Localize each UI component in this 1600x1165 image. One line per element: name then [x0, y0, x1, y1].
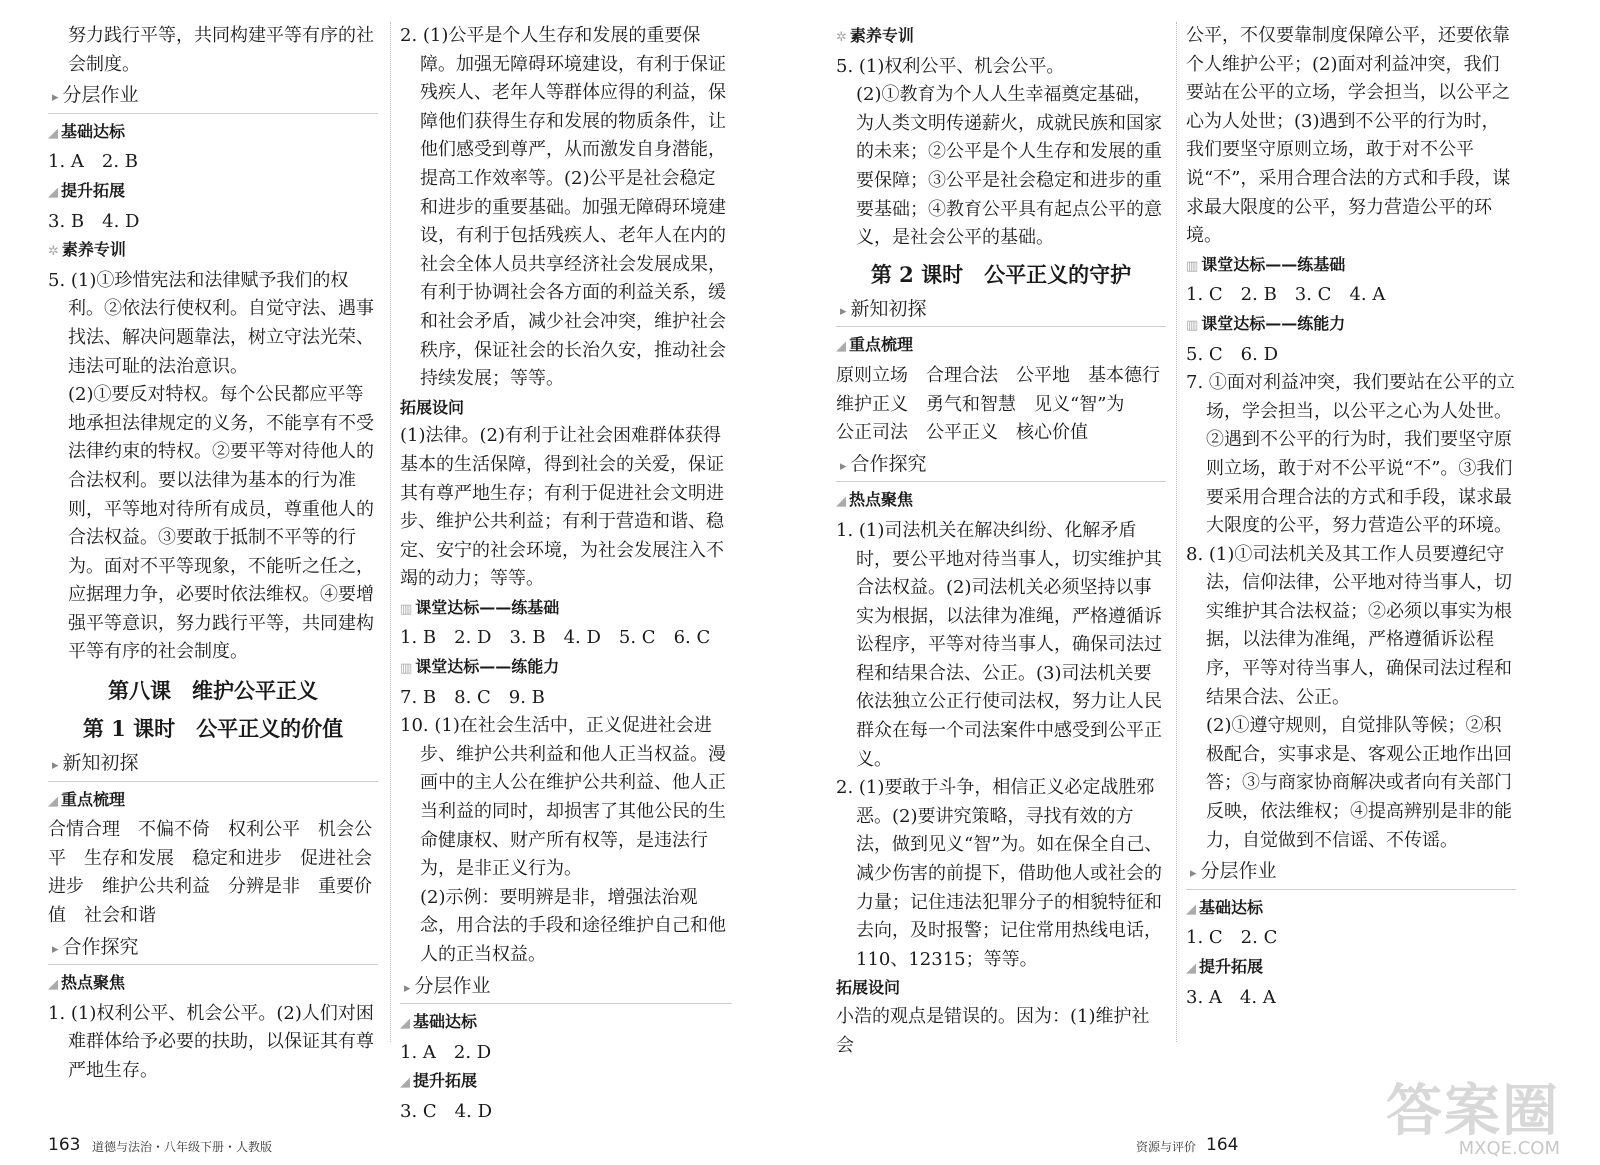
subsection-header: ◢ 提升拓展 — [400, 1071, 478, 1091]
bookmark-icon: ▸ — [404, 980, 411, 996]
bookmark-icon: ▸ — [52, 758, 59, 774]
answer-line: 5. (1)权利公平、机会公平。 — [836, 55, 1065, 77]
bullet-icon: ◢ — [836, 494, 846, 510]
text-line: 努力践行平等，共同构建平等有序的社 — [68, 25, 374, 46]
answer-paragraph: 合情合理 不偏不倚 权利公平 机会公平 生存和发展 稳定和进步 促进社会进步 维护公共利益 分辨是非 重要价值 社会和谐 — [48, 819, 372, 927]
answer-paragraph: 8. (1)①司法机关及其工作人员要遵纪守法，信仰法律，公平地对待当事人，切实维护其合法权益；②必须以事实为根据，以法律为准绳，严格遵循诉讼程序，平等对待当事人，确保司法过程和结果合法、公正。 — [1186, 543, 1512, 708]
section-header: ▸ 新知初探 — [48, 749, 378, 782]
answer-line: 7. B 8. C 9. B — [400, 686, 545, 708]
bullet-icon: ◢ — [1186, 901, 1196, 917]
text-line: 公正司法 公平正义 核心价值 — [836, 422, 1088, 444]
section-header: ▸ 新知初探 — [836, 295, 1166, 328]
answer-line: 3. B 4. D — [48, 210, 140, 232]
subsection-header: ▥ 课堂达标——练基础 — [1186, 254, 1346, 274]
answer-paragraph: 1. (1)权利公平、机会公平。(2)人们对困难群体给予必要的扶助，以保证其有尊严地生存。 — [48, 1002, 374, 1081]
answer-paragraph: (2)①教育为个人人生幸福奠定基础，为人类文明传递薪火，成就民族和国家的未来；②公平是个人生存和发展的重要保障；③公平是社会稳定和进步的重要基础；④教育公平具有起点公平的意义，是社会公平的基础。 — [856, 84, 1162, 249]
subsection-header: ◢ 提升拓展 — [1186, 957, 1264, 976]
answer-paragraph: 公平，不仅要靠制度保障公平，还要依靠个人维护公平；(2)面对利益冲突，我们要站在公平的立场，学会担当，以公平之心为人处世；(3)遇到不公平的行为时，我们要坚守原则立场，敢于对不公平说“不”，采用合理合法的方式和手段，谋求最大限度的公平，努力营造公平的环境。 — [1186, 25, 1511, 247]
class-title: 第 1 课时 公平正义的价值 — [82, 716, 344, 742]
answer-paragraph: (1)法律。(2)有利于让社会困难群体获得基本的生活保障，得到社会的关爱，保证其有尊严地生存；有利于促进社会文明进步、维护公共利益；有利于营造和谐、稳定、安宁的社会环境，为社会发展注入不竭的动力；等等。 — [400, 425, 724, 590]
book-icon: ▥ — [400, 661, 413, 677]
answer-line: 5. C 6. D — [1186, 343, 1278, 365]
bullet-icon: ◢ — [836, 339, 846, 355]
book-icon: ▥ — [400, 601, 413, 617]
answer-paragraph: 10. (1)在社会生活中，正义促进社会进步、维护公共利益和他人正当权益。漫画中的主人公在维护公共利益、他人正当利益的同时，却损害了其他公民的生命健康权、财产所有权等，是违法行为，是非正义行为。 — [400, 715, 726, 880]
subsection-header: 拓展设问 — [400, 397, 465, 417]
bullet-icon: ◢ — [48, 184, 58, 200]
answer-paragraph: (2)示例：要明辨是非，增强法治观念，用合法的手段和途径维护自己和他人的正当权益。 — [420, 886, 726, 965]
subsection-header: ✲ 素养专训 — [48, 240, 126, 260]
answer-paragraph: 2. (1)要敢于斗争，相信正义必定战胜邪恶。(2)要讲究策略，寻找有效的方法，做到见义“智”为。如在保全自己、减少伤害的前提下，借助他人或社会的力量；记住违法犯罪分子的相貌特征和去向，及时报警；记住常用热线电话，110、12315；等等。 — [836, 777, 1163, 970]
subsection-header: ◢ 热点聚焦 — [48, 973, 126, 993]
column-1 — [48, 22, 378, 1086]
subsection-header: ▥ 课堂达标——练能力 — [400, 657, 560, 677]
bookmark-icon: ▸ — [840, 303, 847, 319]
answer-line: 3. A 4. A — [1186, 986, 1276, 1008]
footer-right-text: 资源与评价 — [1136, 1140, 1197, 1154]
answer-paragraph: 5. (1)①珍惜宪法和法律赋予我们的权利。②依法行使权利。自觉守法、遇事找法、解决问题靠法，树立守法光荣、违法可耻的法治意识。 — [48, 269, 374, 377]
bullet-icon: ◢ — [400, 1075, 410, 1091]
subsection-header: ◢ 重点梳理 — [48, 789, 126, 809]
column-2 — [400, 22, 732, 1127]
section-header: ▸ 合作探究 — [836, 450, 1166, 483]
column-divider — [1176, 22, 1177, 1042]
page-number-left: 163 — [48, 1135, 81, 1155]
bullet-icon: ◢ — [48, 977, 58, 993]
section-header: ▸ 分层作业 — [400, 972, 732, 1005]
column-4 — [1186, 22, 1516, 1012]
subsection-header: ◢ 基础达标 — [1186, 897, 1264, 917]
subsection-header: 拓展设问 — [836, 978, 901, 998]
bookmark-icon: ▸ — [52, 90, 59, 106]
answer-paragraph: (2)①遵守规则，自觉排队等候；②积极配合，实事求是、客观公正地作出回答；③与商家协商解决或者向有关部门反映，依法维权；④提高辨别是非的能力，自觉做到不信谣、不传谣。 — [1206, 715, 1512, 851]
bookmark-icon: ▸ — [1190, 866, 1197, 882]
star-icon: ✲ — [48, 244, 59, 260]
column-divider — [390, 22, 391, 1042]
book-icon: ▥ — [1186, 258, 1199, 274]
lesson-title: 第八课 维护公平正义 — [108, 678, 318, 704]
star-icon: ✲ — [836, 30, 847, 45]
bullet-icon: ◢ — [48, 793, 58, 809]
answer-paragraph: 2. (1)公平是个人生存和发展的重要保障。加强无障碍环境建设，有利于保证残疾人、老年人等群体应得的利益，保障他们获得生存和发展的物质条件，让他们感受到尊严，从而激发自身潜能，提高工作效率等。(2)公平是社会稳定和进步的重要基础。加强无障碍环境建设，有利于包括残疾人、老年人在内的社会全体人员共享经济社会发展成果，有利于协调社会各方面的利益关系，缓和社会矛盾，减少社会冲突，维护社会秩序，保证社会的长治久安，推动社会持续发展；等等。 — [400, 25, 726, 390]
subsection-header: ▥ 课堂达标——练能力 — [1186, 313, 1346, 333]
text-line: 会制度。 — [68, 53, 140, 75]
answer-paragraph: 7. ①面对利益冲突，我们要站在公平的立场，学会担当，以公平之心为人处世。②遇到不公平的行为时，我们要坚守原则立场，敢于对不公平说“不”。③我们要采用合理合法的方式和手段，谋求最大限度的公平，努力营造公平的环境。 — [1186, 372, 1515, 537]
bookmark-icon: ▸ — [840, 458, 847, 474]
answer-line: 1. C 2. C — [1186, 927, 1278, 949]
watermark-url: MXQE.COM — [1458, 1138, 1560, 1159]
bullet-icon: ◢ — [48, 125, 58, 141]
book-icon: ▥ — [1186, 317, 1199, 333]
answer-paragraph: 1. (1)司法机关在解决纠纷、化解矛盾时，要公平地对待当事人，切实维护其合法权益。(2)司法机关必须坚持以事实为根据，以法律为准绳，严格遵循诉讼程序，平等对待当事人，确保司法过程和结果合法、公正。(3)司法机关要依法独立公正行使司法权，努力让人民群众在每一个司法案件中感受到公平正义。 — [836, 519, 1162, 770]
subsection-header: ◢ 热点聚焦 — [836, 490, 914, 510]
subsection-header: ▥ 课堂达标——练基础 — [400, 597, 560, 617]
answer-paragraph: (2)①要反对特权。每个公民都应平等地承担法律规定的义务，不能享有不受法律约束的特权。②要平等对待他人的合法权利。要以法律为基本的行为准则，平等地对待所有成员，尊重他人的合法权益。③要敢于抵制不平等的行为。面对不平等现象，不能听之任之，应据理力争，必要时依法维权。④要增强平等意识，努力践行平等，共同建构平等有序的社会制度。 — [68, 384, 374, 663]
answer-line: 1. B 2. D 3. B 4. D 5. C 6. C — [400, 627, 711, 649]
class-title: 第 2 课时 公平正义的守护 — [870, 261, 1132, 287]
bookmark-icon: ▸ — [52, 941, 59, 957]
section-header: ▸ 合作探究 — [48, 933, 378, 966]
answer-line: 1. A 2. D — [400, 1041, 492, 1063]
subsection-header: ◢ 基础达标 — [400, 1012, 478, 1032]
answer-line: 小浩的观点是错误的。因为：(1)维护社会 — [836, 1006, 1150, 1056]
bullet-icon: ◢ — [1186, 961, 1196, 976]
watermark-logo: 答案圈 — [1386, 1079, 1560, 1144]
subsection-header: ✲ 素养专训 — [836, 26, 914, 45]
page-number-right: 164 — [1206, 1135, 1239, 1155]
bullet-icon: ◢ — [400, 1016, 410, 1032]
footer-left-text: 道德与法治・八年级下册・人教版 — [92, 1140, 273, 1154]
text-line: 原则立场 合理合法 公平地 基本德行 — [836, 364, 1160, 386]
text-line: 维护正义 勇气和智慧 见义“智”为 — [836, 393, 1125, 415]
subsection-header: ◢ 重点梳理 — [836, 335, 914, 355]
section-header: ▸ 分层作业 — [48, 81, 378, 114]
column-3 — [836, 22, 1166, 1060]
answer-line: 1. A 2. B — [48, 151, 139, 173]
subsection-header: ◢ 基础达标 — [48, 121, 126, 141]
answer-line: 3. C 4. D — [400, 1100, 492, 1122]
answer-line: 1. C 2. B 3. C 4. A — [1186, 284, 1386, 306]
section-header: ▸ 分层作业 — [1186, 857, 1516, 890]
subsection-header: ◢ 提升拓展 — [48, 180, 126, 200]
